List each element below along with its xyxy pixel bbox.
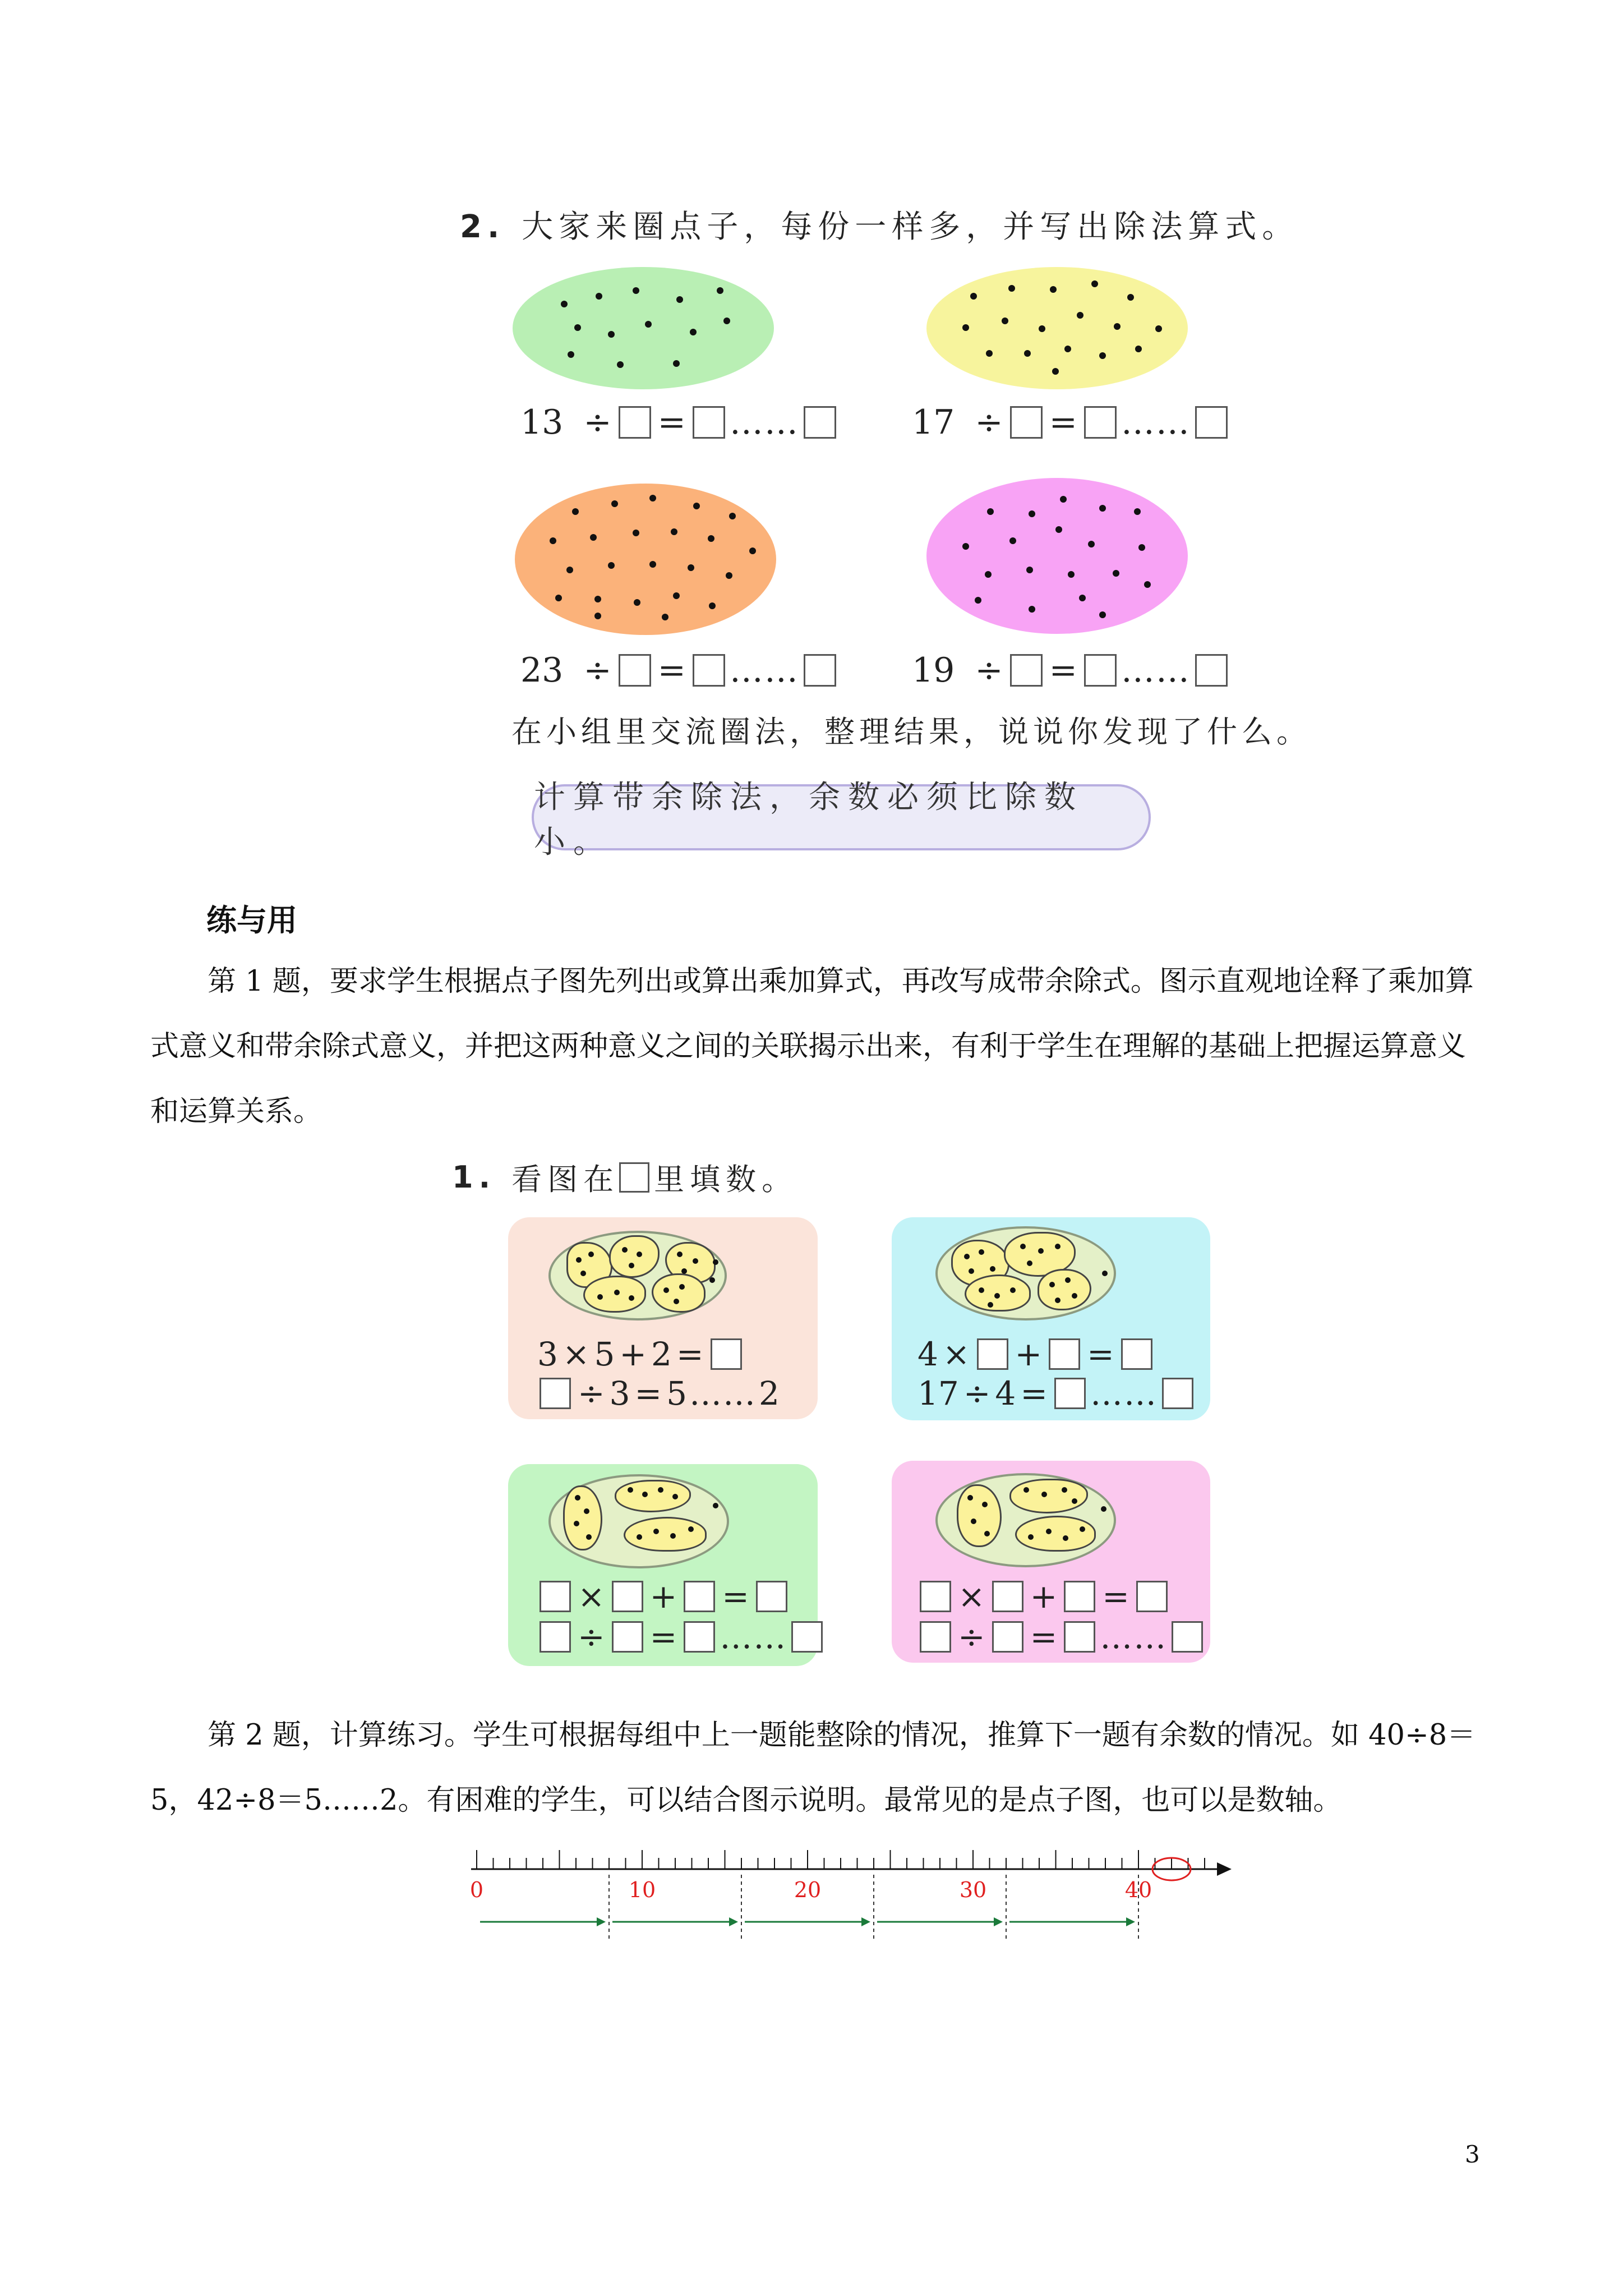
exercise1-title: 1. 看图在 里填数。 <box>452 1159 798 1197</box>
tick-label: 0 <box>469 1878 484 1902</box>
division-with-remainder-equation: ÷ = …… <box>917 1618 1205 1656</box>
exercise2-title: 2. 大家来圈点子，每份一样多，并写出除法算式。 <box>460 209 1299 245</box>
division-equation-23: 23 ÷ = …… <box>520 651 838 690</box>
division-equation-19: 19 ÷ = …… <box>912 651 1230 690</box>
exercise2-number: 2. <box>460 209 505 245</box>
page-number: 3 <box>1465 2141 1480 2168</box>
tick-label: 30 <box>959 1878 987 1902</box>
tick-label: 10 <box>628 1878 656 1902</box>
jump-arrow-head <box>1126 1917 1135 1926</box>
remainder-tip-banner: 计算带余除法，余数必须比除数小。 <box>532 784 1151 850</box>
jump-arrow-head <box>729 1917 738 1926</box>
jump-arrow-head <box>994 1917 1003 1926</box>
division-with-remainder-equation: 17 ÷ 4 = …… <box>917 1374 1196 1412</box>
multiply-add-equation: 4 × + = <box>917 1335 1155 1373</box>
axis-arrow-head <box>1217 1862 1232 1876</box>
multiply-add-equation: 3 × 5 + 2 = <box>537 1335 744 1373</box>
paragraph-exercise2: 第 2 题，计算练习。学生可根据每组中上一题能整除的情况，推算下一题有余数的情况。如 40÷8＝5，42÷8＝5……2。有困难的学生，可以结合图示说明。最常见的是点子图，也可以是数轴。 <box>150 1719 1476 1817</box>
jump-arrow-head <box>597 1917 606 1926</box>
division-with-remainder-equation: ÷ = …… <box>537 1618 825 1656</box>
exercise1-number: 1. <box>452 1159 496 1195</box>
jump-arrow-head <box>861 1917 870 1926</box>
multiply-add-equation: × + = <box>917 1577 1170 1616</box>
division-with-remainder-equation: ÷ 3 = 5 …… 2 <box>537 1374 780 1412</box>
division-equation-17: 17 ÷ = …… <box>912 403 1230 442</box>
division-equation-13: 13 ÷ = …… <box>520 403 838 442</box>
paragraph-exercise1: 第 1 题，要求学生根据点子图先列出或算出乘加算式，再改写成带余除式。图示直观地诠释了乘加算式意义和带余除式意义，并把这两种意义之间的关联揭示出来，有利于学生在理解的基础上把握运算意义和运算关系。 <box>150 965 1474 1128</box>
multiply-add-equation: × + = <box>537 1577 790 1616</box>
tick-label: 40 <box>1124 1878 1152 1902</box>
exercise2-note: 在小组里交流圈法，整理结果，说说你发现了什么。 <box>511 714 1311 749</box>
tick-label: 20 <box>794 1878 822 1902</box>
number-line <box>449 1829 1245 1941</box>
section-heading: 练与用 <box>206 903 297 938</box>
